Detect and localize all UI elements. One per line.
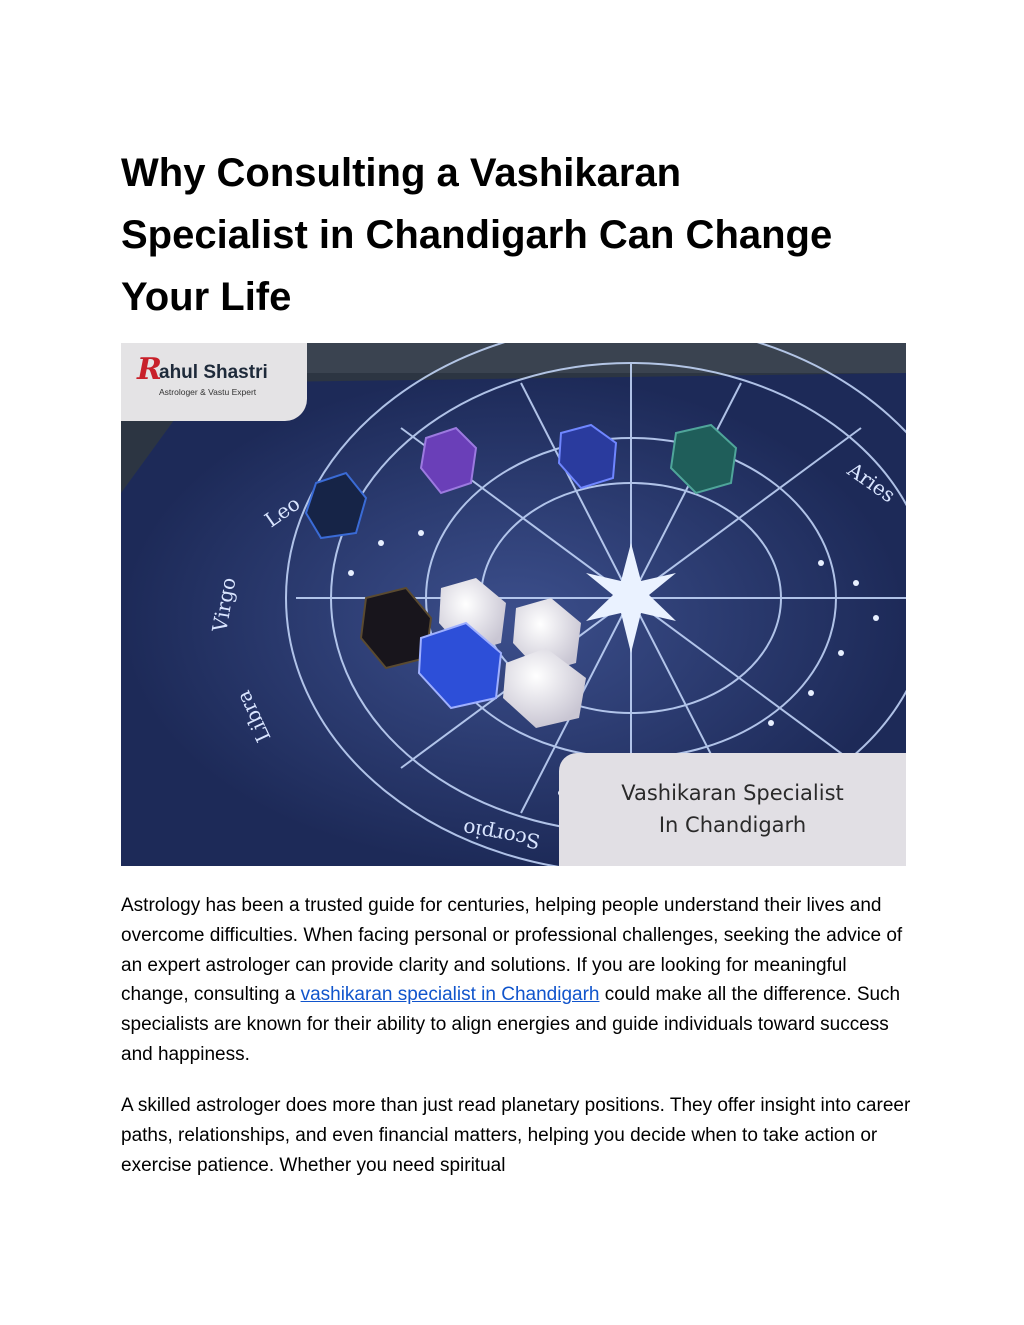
logo-tagline: Astrologer & Vastu Expert bbox=[159, 387, 257, 397]
vashikaran-specialist-link[interactable]: vashikaran specialist in Chandigarh bbox=[300, 984, 600, 1006]
title-line-3: Your Life bbox=[121, 275, 292, 319]
caption-line-2: In Chandigarh bbox=[658, 813, 807, 837]
title-line-2: Specialist in Chandigarh Can Change bbox=[121, 213, 833, 257]
logo-initial: R bbox=[137, 352, 162, 387]
label-aries: Aries bbox=[843, 457, 900, 508]
logo-name: ahul Shastri bbox=[159, 362, 268, 383]
caption-line-1: Vashikaran Specialist bbox=[621, 781, 844, 805]
logo-card bbox=[121, 343, 307, 421]
title-line-1: Why Consulting a Vashikaran bbox=[121, 151, 682, 195]
article-title bbox=[121, 142, 921, 328]
paragraph-astrologer: A skilled astrologer does more than just read planetary positions. They offer insight into career paths, relationships, and even financial matters, helping you decide when to take action or exercise patience. Whether you need spiritual bbox=[121, 1095, 911, 1176]
image-caption-card bbox=[559, 753, 906, 866]
label-virgo: Virgo bbox=[207, 575, 241, 634]
paragraph-intro bbox=[121, 891, 911, 1070]
label-leo: Leo bbox=[260, 491, 305, 533]
paragraph-intro-text-before: Astrology has been a trusted guide for centuries, helping people understand their lives and overcome difficulties. When facing personal or professional challenges, seeking the advice of an expert astrologer can provide clarity and solutions. If you are looking for meaningful change, consulting a bbox=[121, 895, 903, 1006]
hero-image bbox=[121, 343, 906, 866]
label-libra: Libra bbox=[230, 686, 276, 747]
label-scorpio: Scorpio bbox=[461, 816, 542, 854]
paragraph-intro-text-after: could make all the difference. Such specialists are known for their ability to align energies and guide individuals toward success and happiness. bbox=[121, 984, 901, 1065]
